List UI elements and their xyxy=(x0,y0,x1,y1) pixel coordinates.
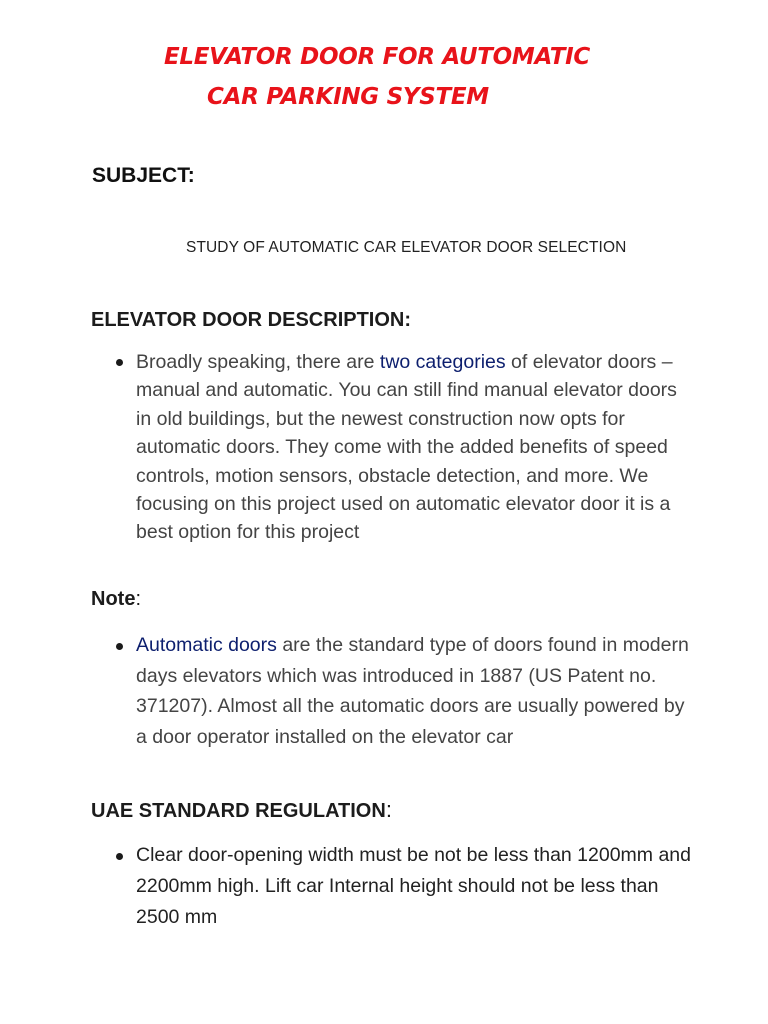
two-categories-link[interactable]: two categories xyxy=(379,351,506,373)
bullet-icon xyxy=(116,853,123,860)
note-heading-label: Note xyxy=(91,588,136,610)
automatic-doors-link[interactable]: Automatic doors xyxy=(136,634,277,656)
note-heading-colon: : xyxy=(135,588,142,610)
note-text: are the standard type of doors found in modern days elevators which was introduced in 1887 (US Patent no. 371207). Almost all the automatic doors are usually powered by a door operator installed on the elevator car xyxy=(136,634,689,748)
uae-heading-colon: : xyxy=(385,797,392,822)
subject-text: STUDY OF AUTOMATIC CAR ELEVATOR DOOR SELECTION xyxy=(186,239,627,256)
uae-regulation-paragraph: Clear door-opening width must be not be less than 1200mm and 2200mm high. Lift car Internal height should not be less than 2500 mm xyxy=(136,844,691,928)
uae-heading-label: UAE STANDARD REGULATION xyxy=(91,800,386,822)
subject-label: SUBJECT: xyxy=(92,164,195,187)
uae-regulation-heading xyxy=(91,797,392,823)
description-text-end: of elevator doors – manual and automatic. You can still find manual elevator doors in old buildings, but the newest construction now opts for automatic doors. They come with the added benefits of speed controls, motion sensors, obstacle detection, and more. We focusing on this project used on automatic elevator door it is a best option for this project xyxy=(136,351,677,544)
note-paragraph xyxy=(136,630,696,752)
description-heading: ELEVATOR DOOR DESCRIPTION: xyxy=(91,309,412,331)
note-heading xyxy=(91,588,141,611)
document-title-line-2: CAR PARKING SYSTEM xyxy=(207,84,489,110)
document-title-line-1: ELEVATOR DOOR FOR AUTOMATIC xyxy=(164,44,590,70)
bullet-icon xyxy=(116,643,123,650)
bullet-icon xyxy=(116,359,123,366)
description-paragraph xyxy=(136,348,696,547)
description-text-start: Broadly speaking, there are xyxy=(136,351,380,373)
